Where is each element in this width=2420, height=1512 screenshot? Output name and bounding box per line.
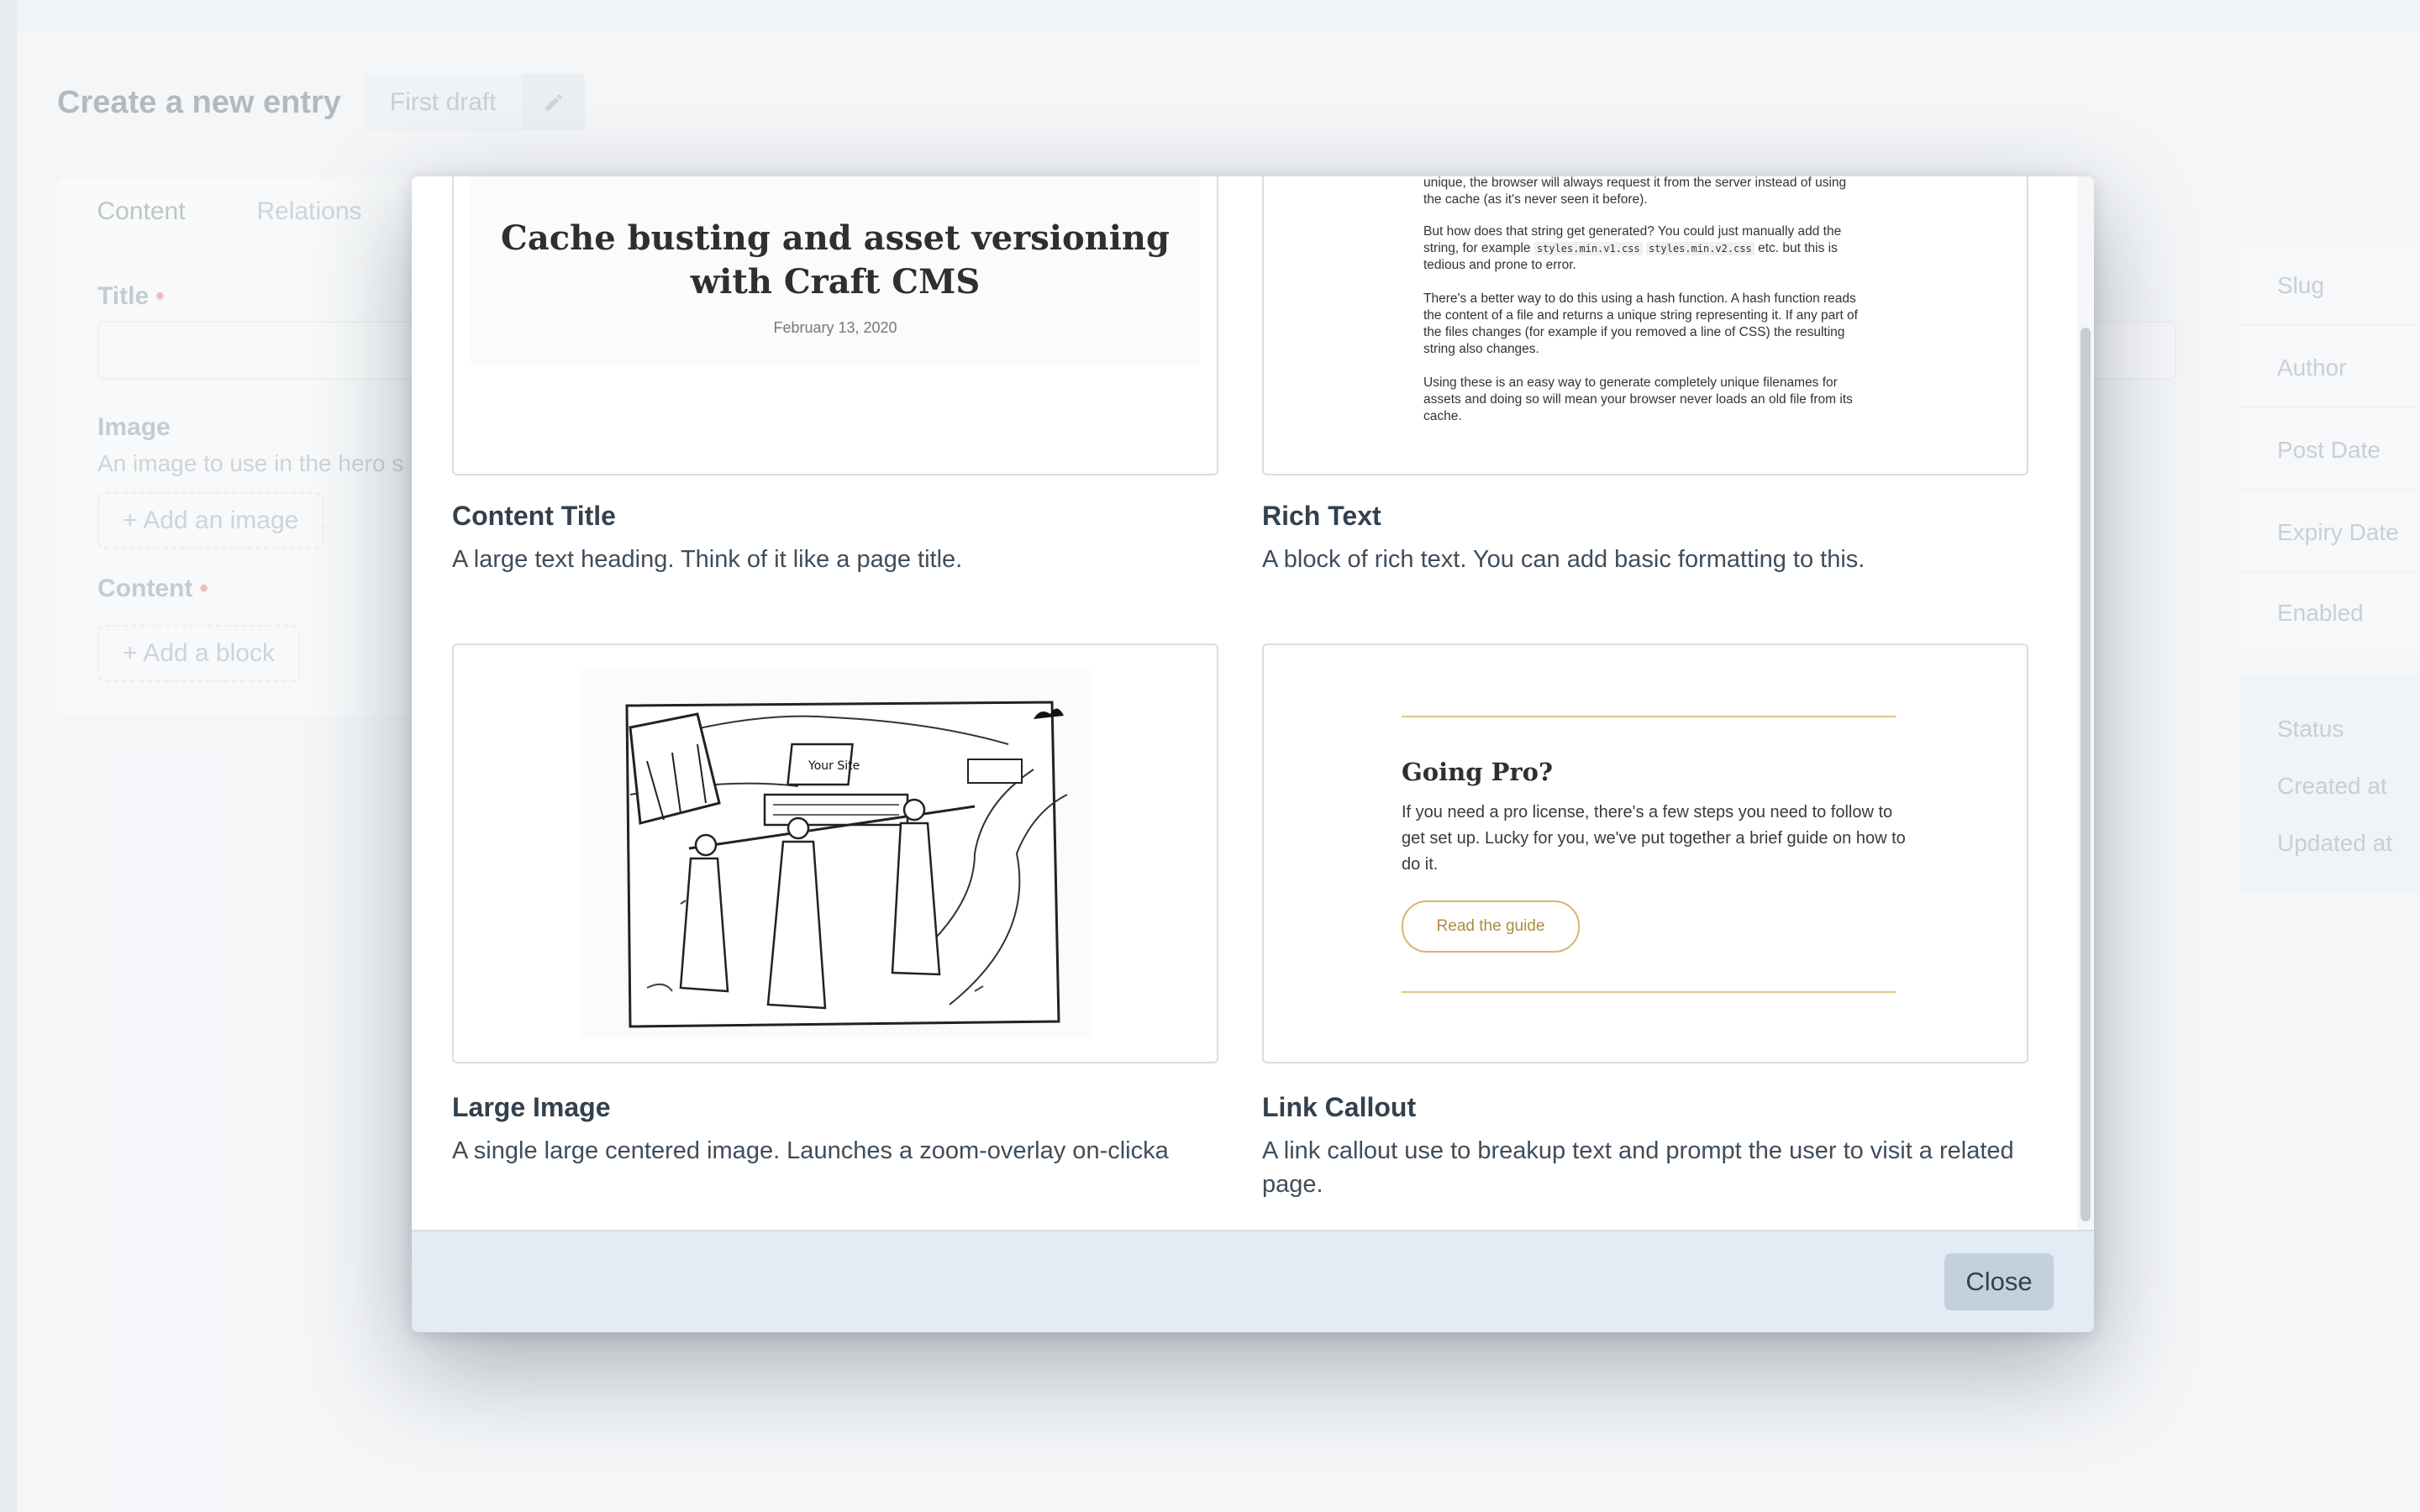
content-field-label: Content • [97,575,208,602]
preview-paragraph: Using these is an easy way to generate completely unique filenames for assets and doing so will mean your browser never loads an old file from its cache. [1423,375,1853,423]
modal-footer [412,1230,2094,1332]
draft-label: First draft [389,88,497,116]
preview-date: February 13, 2020 [773,319,897,336]
required-indicator: • [199,575,208,602]
image-field-label: Image [97,413,171,441]
block-description: A block of rich text. You can add basic formatting to this. [1262,546,1865,573]
plus-icon: + [123,639,144,667]
add-block-button[interactable]: + Add a block [97,625,300,682]
meta-updated-at: Updated at [2277,830,2392,856]
large-image-preview [580,669,1092,1038]
modal-scrollbar[interactable] [2077,176,2094,1230]
block-preview-frame[interactable] [452,176,1218,475]
preview-paragraph: unique, the browser will always request it from the server instead of using the cache (as it's never seen it before). [1423,176,1847,207]
block-name: Content Title [452,501,616,531]
block-description: A single large centered image. Launches a zoom-overlay on-clicka [452,1137,1169,1164]
meta-expiry-date: Expiry Date [2277,519,2399,545]
scrollbar-thumb[interactable] [2081,328,2091,1221]
laptop-screen-label: Your Site [808,759,860,773]
meta-author: Author [2277,354,2347,381]
meta-post-date: Post Date [2277,437,2381,463]
page-title: Create a new entry [57,84,341,120]
meta-enabled: Enabled [2277,600,2364,626]
required-indicator: • [155,282,165,310]
image-field-hint: An image to use in the hero s [97,450,404,476]
close-button[interactable]: Close [1944,1253,2054,1310]
callout-heading: Going Pro? [1402,758,1554,786]
modal-body [412,176,2094,1230]
callout-text: If you need a pro license, there's a few steps you need to follow to get set up. Lucky for you, we've put together a brief guide on how to do it. [1402,803,1906,874]
meta-status: Status [2277,716,2344,742]
block-picker-modal [412,176,2094,1332]
tab-relations[interactable]: Relations [256,197,362,225]
block-preview-frame[interactable] [1262,176,2028,475]
block-description: A link callout use to breakup text and prompt the user to visit a related page. [1262,1137,2014,1198]
illustration-image [580,669,1092,1038]
meta-slug: Slug [2277,272,2325,298]
tab-content[interactable]: Content [57,178,225,245]
preview-heading: Cache busting and asset versioning with Craft CMS [501,218,1170,302]
block-name: Large Image [452,1092,611,1122]
block-name: Link Callout [1262,1092,1417,1122]
preview-paragraph: But how does that string get generated? You could just manually add the string, for example styles.min.v1.css styles.min.v2.css etc. but this is tedious and prone to error. [1423,224,1842,272]
block-preview-frame[interactable] [1262,643,2028,1063]
add-image-button[interactable]: + Add an image [97,492,324,549]
content-title-preview [471,176,1200,366]
block-description: A large text heading. Think of it like a page title. [452,546,963,573]
callout-bottom-rule [1402,991,1896,993]
preview-paragraph: There's a better way to do this using a hash function. A hash function reads the content of a file and returns a unique string representing it. If any part of the files changes (for example if you removed a line of CSS) the resulting string also changes. [1423,291,1858,356]
meta-created-at: Created at [2277,773,2387,799]
read-the-guide-button: Read the guide [1402,900,1580,953]
callout-top-rule [1402,716,1896,717]
block-name: Rich Text [1262,501,1381,531]
plus-icon: + [123,507,144,534]
block-preview-frame[interactable] [452,643,1218,1063]
rich-text-preview [1423,176,1877,475]
title-field-label: Title • [97,282,165,310]
